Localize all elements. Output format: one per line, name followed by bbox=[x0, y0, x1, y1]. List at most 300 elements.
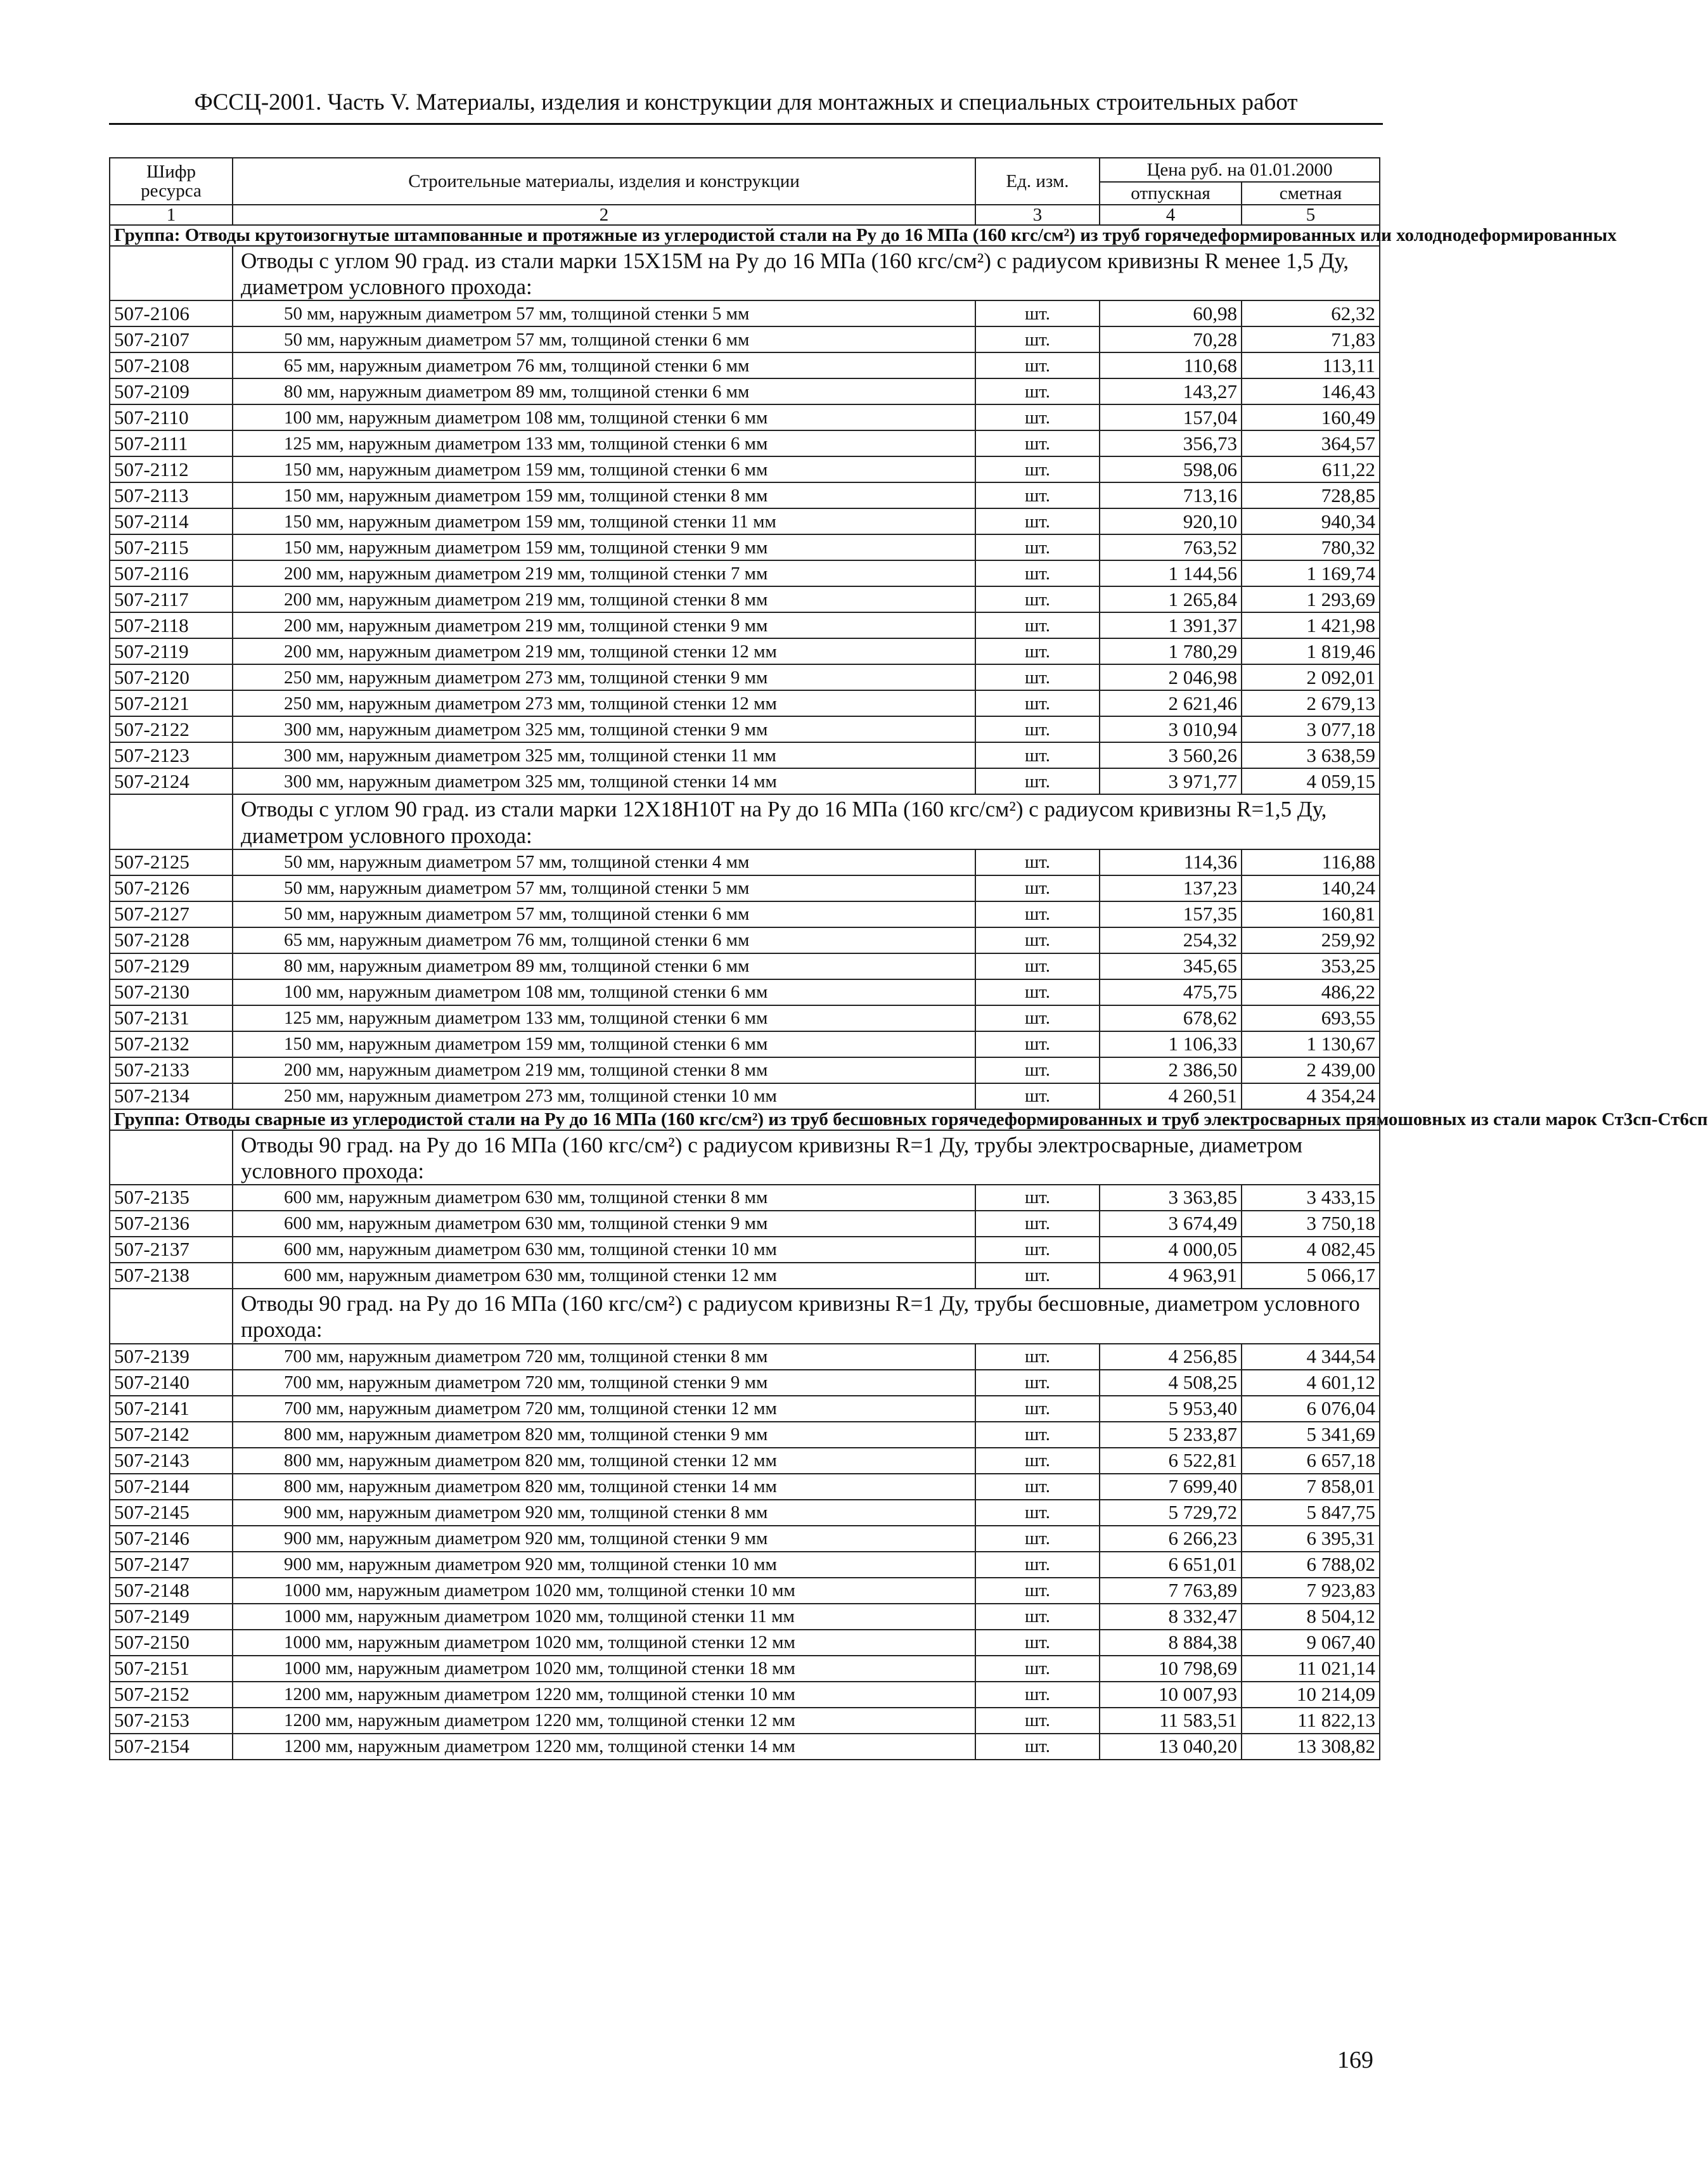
unit-cell: шт. bbox=[975, 1396, 1100, 1422]
resource-code: 507-2136 bbox=[110, 1211, 233, 1237]
table-row bbox=[110, 1185, 1380, 1211]
resource-code: 507-2137 bbox=[110, 1237, 233, 1263]
estimate-price: 5 341,69 bbox=[1242, 1422, 1380, 1448]
resource-code: 507-2125 bbox=[110, 849, 233, 875]
subgroup-row bbox=[110, 246, 1380, 301]
estimate-price: 611,22 bbox=[1242, 456, 1380, 482]
table-row bbox=[110, 1526, 1380, 1552]
item-description: 150 мм, наружным диаметром 159 мм, толщиной стенки 6 мм bbox=[233, 456, 975, 482]
wholesale-price: 4 963,91 bbox=[1100, 1263, 1242, 1289]
wholesale-price: 1 780,29 bbox=[1100, 638, 1242, 664]
unit-cell: шт. bbox=[975, 875, 1100, 901]
subgroup-code-cell bbox=[110, 1130, 233, 1185]
wholesale-price: 13 040,20 bbox=[1100, 1734, 1242, 1760]
subgroup-title: Отводы с углом 90 град. из стали марки 15Х15М на Ру до 16 МПа (160 кгс/см²) с радиусом кривизны R менее 1,5 Ду, диаметром условного прохода: bbox=[233, 246, 1380, 301]
resource-code: 507-2111 bbox=[110, 430, 233, 456]
page-header: ФССЦ-2001. Часть V. Материалы, изделия и конструкции для монтажных и специальных строительных работ bbox=[194, 89, 1298, 115]
wholesale-price: 8 884,38 bbox=[1100, 1630, 1242, 1656]
table-row bbox=[110, 1396, 1380, 1422]
resource-code: 507-2135 bbox=[110, 1185, 233, 1211]
table-row bbox=[110, 875, 1380, 901]
column-number: 1 bbox=[110, 205, 233, 225]
header-row bbox=[110, 158, 1380, 182]
table-row bbox=[110, 586, 1380, 612]
table-row bbox=[110, 849, 1380, 875]
estimate-price: 6 395,31 bbox=[1242, 1526, 1380, 1552]
table-row bbox=[110, 638, 1380, 664]
estimate-price: 2 679,13 bbox=[1242, 690, 1380, 716]
table-row bbox=[110, 1057, 1380, 1083]
estimate-price: 3 638,59 bbox=[1242, 742, 1380, 768]
subgroup-code-cell bbox=[110, 1289, 233, 1344]
table-row bbox=[110, 1237, 1380, 1263]
resource-code: 507-2129 bbox=[110, 953, 233, 979]
estimate-price: 1 169,74 bbox=[1242, 560, 1380, 586]
table-row bbox=[110, 1448, 1380, 1474]
estimate-price: 940,34 bbox=[1242, 508, 1380, 534]
wholesale-price: 678,62 bbox=[1100, 1005, 1242, 1031]
item-description: 250 мм, наружным диаметром 273 мм, толщиной стенки 9 мм bbox=[233, 664, 975, 690]
wholesale-price: 6 651,01 bbox=[1100, 1552, 1242, 1578]
resource-code: 507-2116 bbox=[110, 560, 233, 586]
resource-code: 507-2123 bbox=[110, 742, 233, 768]
resource-code: 507-2134 bbox=[110, 1083, 233, 1109]
estimate-price: 9 067,40 bbox=[1242, 1630, 1380, 1656]
unit-cell: шт. bbox=[975, 690, 1100, 716]
unit-cell: шт. bbox=[975, 849, 1100, 875]
item-description: 50 мм, наружным диаметром 57 мм, толщиной стенки 6 мм bbox=[233, 326, 975, 352]
estimate-price: 353,25 bbox=[1242, 953, 1380, 979]
table-row bbox=[110, 1682, 1380, 1708]
resource-code: 507-2154 bbox=[110, 1734, 233, 1760]
item-description: 800 мм, наружным диаметром 820 мм, толщиной стенки 14 мм bbox=[233, 1474, 975, 1500]
unit-cell: шт. bbox=[975, 1237, 1100, 1263]
wholesale-price: 598,06 bbox=[1100, 456, 1242, 482]
item-description: 200 мм, наружным диаметром 219 мм, толщиной стенки 12 мм bbox=[233, 638, 975, 664]
wholesale-price: 10 007,93 bbox=[1100, 1682, 1242, 1708]
group-row bbox=[110, 225, 1380, 245]
wholesale-price: 70,28 bbox=[1100, 326, 1242, 352]
table-row bbox=[110, 1734, 1380, 1760]
subgroup-title: Отводы 90 град. на Ру до 16 МПа (160 кгс/см²) с радиусом кривизны R=1 Ду, трубы электросварные, диаметром условного прохода: bbox=[233, 1130, 1380, 1185]
estimate-price: 6 657,18 bbox=[1242, 1448, 1380, 1474]
table-row bbox=[110, 979, 1380, 1005]
unit-cell: шт. bbox=[975, 1526, 1100, 1552]
estimate-price: 780,32 bbox=[1242, 534, 1380, 560]
item-description: 600 мм, наружным диаметром 630 мм, толщиной стенки 9 мм bbox=[233, 1211, 975, 1237]
item-description: 900 мм, наружным диаметром 920 мм, толщиной стенки 10 мм bbox=[233, 1552, 975, 1578]
table-row bbox=[110, 1708, 1380, 1734]
resource-code: 507-2106 bbox=[110, 300, 233, 326]
item-description: 100 мм, наружным диаметром 108 мм, толщиной стенки 6 мм bbox=[233, 979, 975, 1005]
col-price-header: Цена руб. на 01.01.2000 bbox=[1100, 158, 1380, 182]
subgroup-row bbox=[110, 1289, 1380, 1344]
resource-code: 507-2108 bbox=[110, 352, 233, 378]
unit-cell: шт. bbox=[975, 716, 1100, 742]
col-name-header: Строительные материалы, изделия и конструкции bbox=[233, 158, 975, 205]
resource-code: 507-2151 bbox=[110, 1656, 233, 1682]
wholesale-price: 345,65 bbox=[1100, 953, 1242, 979]
subgroup-title: Отводы с углом 90 град. из стали марки 12Х18Н10Т на Ру до 16 МПа (160 кгс/см²) с радиусом кривизны R=1,5 Ду, диаметром условного прохода: bbox=[233, 794, 1380, 849]
column-number: 2 bbox=[233, 205, 975, 225]
item-description: 50 мм, наружным диаметром 57 мм, толщиной стенки 5 мм bbox=[233, 300, 975, 326]
item-description: 65 мм, наружным диаметром 76 мм, толщиной стенки 6 мм bbox=[233, 927, 975, 953]
item-description: 50 мм, наружным диаметром 57 мм, толщиной стенки 4 мм bbox=[233, 849, 975, 875]
estimate-price: 259,92 bbox=[1242, 927, 1380, 953]
table-row bbox=[110, 1211, 1380, 1237]
wholesale-price: 763,52 bbox=[1100, 534, 1242, 560]
resource-code: 507-2148 bbox=[110, 1578, 233, 1604]
item-description: 250 мм, наружным диаметром 273 мм, толщиной стенки 12 мм bbox=[233, 690, 975, 716]
unit-cell: шт. bbox=[975, 1578, 1100, 1604]
resource-code: 507-2152 bbox=[110, 1682, 233, 1708]
item-description: 200 мм, наружным диаметром 219 мм, толщиной стенки 9 мм bbox=[233, 612, 975, 638]
estimate-price: 728,85 bbox=[1242, 482, 1380, 508]
item-description: 200 мм, наружным диаметром 219 мм, толщиной стенки 8 мм bbox=[233, 1057, 975, 1083]
estimate-price: 10 214,09 bbox=[1242, 1682, 1380, 1708]
table-row bbox=[110, 534, 1380, 560]
col-unit-header: Ед. изм. bbox=[975, 158, 1100, 205]
resource-code: 507-2124 bbox=[110, 768, 233, 794]
unit-cell: шт. bbox=[975, 901, 1100, 927]
table-row bbox=[110, 1263, 1380, 1289]
wholesale-price: 3 363,85 bbox=[1100, 1185, 1242, 1211]
item-description: 800 мм, наружным диаметром 820 мм, толщиной стенки 9 мм bbox=[233, 1422, 975, 1448]
table-row bbox=[110, 430, 1380, 456]
unit-cell: шт. bbox=[975, 979, 1100, 1005]
estimate-price: 116,88 bbox=[1242, 849, 1380, 875]
estimate-price: 4 354,24 bbox=[1242, 1083, 1380, 1109]
table-row bbox=[110, 1474, 1380, 1500]
unit-cell: шт. bbox=[975, 534, 1100, 560]
item-description: 1200 мм, наружным диаметром 1220 мм, толщиной стенки 14 мм bbox=[233, 1734, 975, 1760]
table-row bbox=[110, 508, 1380, 534]
table-row bbox=[110, 742, 1380, 768]
table-row bbox=[110, 378, 1380, 404]
resource-code: 507-2145 bbox=[110, 1500, 233, 1526]
table-row bbox=[110, 482, 1380, 508]
unit-cell: шт. bbox=[975, 1630, 1100, 1656]
wholesale-price: 4 256,85 bbox=[1100, 1344, 1242, 1370]
header-rule bbox=[109, 123, 1383, 125]
unit-cell: шт. bbox=[975, 1057, 1100, 1083]
unit-cell: шт. bbox=[975, 1005, 1100, 1031]
table-row bbox=[110, 1005, 1380, 1031]
item-description: 1200 мм, наружным диаметром 1220 мм, толщиной стенки 10 мм bbox=[233, 1682, 975, 1708]
estimate-price: 693,55 bbox=[1242, 1005, 1380, 1031]
unit-cell: шт. bbox=[975, 1422, 1100, 1448]
item-description: 50 мм, наружным диаметром 57 мм, толщиной стенки 5 мм bbox=[233, 875, 975, 901]
item-description: 150 мм, наружным диаметром 159 мм, толщиной стенки 9 мм bbox=[233, 534, 975, 560]
unit-cell: шт. bbox=[975, 1474, 1100, 1500]
unit-cell: шт. bbox=[975, 508, 1100, 534]
estimate-price: 11 021,14 bbox=[1242, 1656, 1380, 1682]
unit-cell: шт. bbox=[975, 1344, 1100, 1370]
price-table bbox=[109, 157, 1708, 1760]
estimate-price: 2 439,00 bbox=[1242, 1057, 1380, 1083]
subgroup-title: Отводы 90 град. на Ру до 16 МПа (160 кгс/см²) с радиусом кривизны R=1 Ду, трубы бесшовные, диаметром условного прохода: bbox=[233, 1289, 1380, 1344]
subgroup-code-cell bbox=[110, 794, 233, 849]
unit-cell: шт. bbox=[975, 1682, 1100, 1708]
wholesale-price: 5 729,72 bbox=[1100, 1500, 1242, 1526]
wholesale-price: 5 233,87 bbox=[1100, 1422, 1242, 1448]
wholesale-price: 3 010,94 bbox=[1100, 716, 1242, 742]
table-row bbox=[110, 1083, 1380, 1109]
resource-code: 507-2133 bbox=[110, 1057, 233, 1083]
wholesale-price: 2 386,50 bbox=[1100, 1057, 1242, 1083]
estimate-price: 5 847,75 bbox=[1242, 1500, 1380, 1526]
resource-code: 507-2149 bbox=[110, 1604, 233, 1630]
estimate-price: 1 819,46 bbox=[1242, 638, 1380, 664]
resource-code: 507-2110 bbox=[110, 404, 233, 430]
item-description: 300 мм, наружным диаметром 325 мм, толщиной стенки 11 мм bbox=[233, 742, 975, 768]
table-row bbox=[110, 1031, 1380, 1057]
item-description: 150 мм, наружным диаметром 159 мм, толщиной стенки 6 мм bbox=[233, 1031, 975, 1057]
unit-cell: шт. bbox=[975, 742, 1100, 768]
unit-cell: шт. bbox=[975, 1500, 1100, 1526]
resource-code: 507-2115 bbox=[110, 534, 233, 560]
table-row bbox=[110, 1578, 1380, 1604]
wholesale-price: 157,04 bbox=[1100, 404, 1242, 430]
estimate-price: 11 822,13 bbox=[1242, 1708, 1380, 1734]
item-description: 80 мм, наружным диаметром 89 мм, толщиной стенки 6 мм bbox=[233, 953, 975, 979]
item-description: 700 мм, наружным диаметром 720 мм, толщиной стенки 9 мм bbox=[233, 1370, 975, 1396]
column-number: 4 bbox=[1100, 205, 1242, 225]
item-description: 700 мм, наружным диаметром 720 мм, толщиной стенки 12 мм bbox=[233, 1396, 975, 1422]
unit-cell: шт. bbox=[975, 612, 1100, 638]
resource-code: 507-2147 bbox=[110, 1552, 233, 1578]
col-wholesale-header: отпускная bbox=[1100, 182, 1242, 205]
estimate-price: 4 082,45 bbox=[1242, 1237, 1380, 1263]
table-row bbox=[110, 1656, 1380, 1682]
resource-code: 507-2109 bbox=[110, 378, 233, 404]
estimate-price: 4 059,15 bbox=[1242, 768, 1380, 794]
resource-code: 507-2114 bbox=[110, 508, 233, 534]
resource-code: 507-2118 bbox=[110, 612, 233, 638]
estimate-price: 5 066,17 bbox=[1242, 1263, 1380, 1289]
resource-code: 507-2153 bbox=[110, 1708, 233, 1734]
resource-code: 507-2127 bbox=[110, 901, 233, 927]
wholesale-price: 475,75 bbox=[1100, 979, 1242, 1005]
wholesale-price: 4 000,05 bbox=[1100, 1237, 1242, 1263]
table-row bbox=[110, 1422, 1380, 1448]
unit-cell: шт. bbox=[975, 1708, 1100, 1734]
estimate-price: 8 504,12 bbox=[1242, 1604, 1380, 1630]
unit-cell: шт. bbox=[975, 560, 1100, 586]
group-title: Группа: Отводы крутоизогнутые штампованные и протяжные из углеродистой стали на Ру до 16 МПа (160 кгс/см²) из труб горячедеформированных или холоднодеформированных bbox=[110, 225, 1380, 245]
wholesale-price: 4 508,25 bbox=[1100, 1370, 1242, 1396]
table-row bbox=[110, 1604, 1380, 1630]
resource-code: 507-2121 bbox=[110, 690, 233, 716]
table-row bbox=[110, 927, 1380, 953]
table-row bbox=[110, 1344, 1380, 1370]
resource-code: 507-2146 bbox=[110, 1526, 233, 1552]
estimate-price: 160,81 bbox=[1242, 901, 1380, 927]
resource-code: 507-2139 bbox=[110, 1344, 233, 1370]
table-row bbox=[110, 404, 1380, 430]
unit-cell: шт. bbox=[975, 1211, 1100, 1237]
estimate-price: 113,11 bbox=[1242, 352, 1380, 378]
estimate-price: 7 923,83 bbox=[1242, 1578, 1380, 1604]
resource-code: 507-2131 bbox=[110, 1005, 233, 1031]
estimate-price: 1 293,69 bbox=[1242, 586, 1380, 612]
estimate-price: 6 076,04 bbox=[1242, 1396, 1380, 1422]
table-row bbox=[110, 690, 1380, 716]
resource-code: 507-2119 bbox=[110, 638, 233, 664]
unit-cell: шт. bbox=[975, 404, 1100, 430]
item-description: 125 мм, наружным диаметром 133 мм, толщиной стенки 6 мм bbox=[233, 430, 975, 456]
item-description: 300 мм, наружным диаметром 325 мм, толщиной стенки 9 мм bbox=[233, 716, 975, 742]
unit-cell: шт. bbox=[975, 1083, 1100, 1109]
wholesale-price: 5 953,40 bbox=[1100, 1396, 1242, 1422]
subgroup-row bbox=[110, 794, 1380, 849]
item-description: 200 мм, наружным диаметром 219 мм, толщиной стенки 8 мм bbox=[233, 586, 975, 612]
resource-code: 507-2144 bbox=[110, 1474, 233, 1500]
resource-code: 507-2130 bbox=[110, 979, 233, 1005]
wholesale-price: 6 266,23 bbox=[1100, 1526, 1242, 1552]
wholesale-price: 2 046,98 bbox=[1100, 664, 1242, 690]
estimate-price: 71,83 bbox=[1242, 326, 1380, 352]
resource-code: 507-2112 bbox=[110, 456, 233, 482]
resource-code: 507-2128 bbox=[110, 927, 233, 953]
wholesale-price: 10 798,69 bbox=[1100, 1656, 1242, 1682]
resource-code: 507-2107 bbox=[110, 326, 233, 352]
resource-code: 507-2122 bbox=[110, 716, 233, 742]
resource-code: 507-2138 bbox=[110, 1263, 233, 1289]
estimate-price: 62,32 bbox=[1242, 300, 1380, 326]
estimate-price: 3 077,18 bbox=[1242, 716, 1380, 742]
wholesale-price: 3 674,49 bbox=[1100, 1211, 1242, 1237]
table-row bbox=[110, 768, 1380, 794]
page-number: 169 bbox=[1337, 2047, 1373, 2073]
table-row bbox=[110, 716, 1380, 742]
unit-cell: шт. bbox=[975, 953, 1100, 979]
item-description: 900 мм, наружным диаметром 920 мм, толщиной стенки 9 мм bbox=[233, 1526, 975, 1552]
resource-code: 507-2140 bbox=[110, 1370, 233, 1396]
item-description: 1000 мм, наружным диаметром 1020 мм, толщиной стенки 11 мм bbox=[233, 1604, 975, 1630]
estimate-price: 3 433,15 bbox=[1242, 1185, 1380, 1211]
item-description: 100 мм, наружным диаметром 108 мм, толщиной стенки 6 мм bbox=[233, 404, 975, 430]
resource-code: 507-2113 bbox=[110, 482, 233, 508]
item-description: 300 мм, наружным диаметром 325 мм, толщиной стенки 14 мм bbox=[233, 768, 975, 794]
wholesale-price: 4 260,51 bbox=[1100, 1083, 1242, 1109]
wholesale-price: 3 971,77 bbox=[1100, 768, 1242, 794]
wholesale-price: 143,27 bbox=[1100, 378, 1242, 404]
table-row bbox=[110, 326, 1380, 352]
item-description: 1000 мм, наружным диаметром 1020 мм, толщиной стенки 18 мм bbox=[233, 1656, 975, 1682]
estimate-price: 1 421,98 bbox=[1242, 612, 1380, 638]
table-row bbox=[110, 612, 1380, 638]
wholesale-price: 110,68 bbox=[1100, 352, 1242, 378]
table-row bbox=[110, 1552, 1380, 1578]
unit-cell: шт. bbox=[975, 300, 1100, 326]
unit-cell: шт. bbox=[975, 927, 1100, 953]
wholesale-price: 1 106,33 bbox=[1100, 1031, 1242, 1057]
table-row bbox=[110, 1630, 1380, 1656]
unit-cell: шт. bbox=[975, 1263, 1100, 1289]
table-row bbox=[110, 456, 1380, 482]
table-row bbox=[110, 1370, 1380, 1396]
estimate-price: 1 130,67 bbox=[1242, 1031, 1380, 1057]
resource-code: 507-2120 bbox=[110, 664, 233, 690]
wholesale-price: 7 763,89 bbox=[1100, 1578, 1242, 1604]
wholesale-price: 2 621,46 bbox=[1100, 690, 1242, 716]
resource-code: 507-2126 bbox=[110, 875, 233, 901]
wholesale-price: 1 265,84 bbox=[1100, 586, 1242, 612]
price-table-body bbox=[110, 158, 1708, 1760]
table-row bbox=[110, 664, 1380, 690]
wholesale-price: 3 560,26 bbox=[1100, 742, 1242, 768]
unit-cell: шт. bbox=[975, 1552, 1100, 1578]
wholesale-price: 713,16 bbox=[1100, 482, 1242, 508]
estimate-price: 2 092,01 bbox=[1242, 664, 1380, 690]
estimate-price: 140,24 bbox=[1242, 875, 1380, 901]
subgroup-code-cell bbox=[110, 246, 233, 301]
item-description: 900 мм, наружным диаметром 920 мм, толщиной стенки 8 мм bbox=[233, 1500, 975, 1526]
item-description: 125 мм, наружным диаметром 133 мм, толщиной стенки 6 мм bbox=[233, 1005, 975, 1031]
col-code-header: Шифр ресурса bbox=[110, 158, 233, 205]
wholesale-price: 11 583,51 bbox=[1100, 1708, 1242, 1734]
item-description: 250 мм, наружным диаметром 273 мм, толщиной стенки 10 мм bbox=[233, 1083, 975, 1109]
unit-cell: шт. bbox=[975, 768, 1100, 794]
estimate-price: 4 344,54 bbox=[1242, 1344, 1380, 1370]
wholesale-price: 114,36 bbox=[1100, 849, 1242, 875]
col-estimate-header: сметная bbox=[1242, 182, 1380, 205]
estimate-price: 7 858,01 bbox=[1242, 1474, 1380, 1500]
wholesale-price: 356,73 bbox=[1100, 430, 1242, 456]
resource-code: 507-2141 bbox=[110, 1396, 233, 1422]
item-description: 50 мм, наружным диаметром 57 мм, толщиной стенки 6 мм bbox=[233, 901, 975, 927]
item-description: 1000 мм, наружным диаметром 1020 мм, толщиной стенки 10 мм bbox=[233, 1578, 975, 1604]
item-description: 200 мм, наружным диаметром 219 мм, толщиной стенки 7 мм bbox=[233, 560, 975, 586]
wholesale-price: 137,23 bbox=[1100, 875, 1242, 901]
resource-code: 507-2142 bbox=[110, 1422, 233, 1448]
item-description: 150 мм, наружным диаметром 159 мм, толщиной стенки 11 мм bbox=[233, 508, 975, 534]
item-description: 800 мм, наружным диаметром 820 мм, толщиной стенки 12 мм bbox=[233, 1448, 975, 1474]
item-description: 65 мм, наружным диаметром 76 мм, толщиной стенки 6 мм bbox=[233, 352, 975, 378]
unit-cell: шт. bbox=[975, 638, 1100, 664]
item-description: 80 мм, наружным диаметром 89 мм, толщиной стенки 6 мм bbox=[233, 378, 975, 404]
item-description: 1200 мм, наружным диаметром 1220 мм, толщиной стенки 12 мм bbox=[233, 1708, 975, 1734]
unit-cell: шт. bbox=[975, 1031, 1100, 1057]
unit-cell: шт. bbox=[975, 482, 1100, 508]
estimate-price: 13 308,82 bbox=[1242, 1734, 1380, 1760]
wholesale-price: 6 522,81 bbox=[1100, 1448, 1242, 1474]
item-description: 600 мм, наружным диаметром 630 мм, толщиной стенки 10 мм bbox=[233, 1237, 975, 1263]
group-title: Группа: Отводы сварные из углеродистой стали на Ру до 16 МПа (160 кгс/см²) из труб бесшовных горячедеформированных и труб электросварных прямошовных из стали марок Ст3сп-Ст6сп bbox=[110, 1109, 1380, 1130]
table-row bbox=[110, 352, 1380, 378]
unit-cell: шт. bbox=[975, 430, 1100, 456]
unit-cell: шт. bbox=[975, 1604, 1100, 1630]
unit-cell: шт. bbox=[975, 1734, 1100, 1760]
table-row bbox=[110, 901, 1380, 927]
group-row bbox=[110, 1109, 1380, 1130]
estimate-price: 4 601,12 bbox=[1242, 1370, 1380, 1396]
wholesale-price: 60,98 bbox=[1100, 300, 1242, 326]
unit-cell: шт. bbox=[975, 586, 1100, 612]
estimate-price: 160,49 bbox=[1242, 404, 1380, 430]
unit-cell: шт. bbox=[975, 1448, 1100, 1474]
item-description: 1000 мм, наружным диаметром 1020 мм, толщиной стенки 12 мм bbox=[233, 1630, 975, 1656]
unit-cell: шт. bbox=[975, 1370, 1100, 1396]
estimate-price: 486,22 bbox=[1242, 979, 1380, 1005]
estimate-price: 146,43 bbox=[1242, 378, 1380, 404]
unit-cell: шт. bbox=[975, 378, 1100, 404]
unit-cell: шт. bbox=[975, 1185, 1100, 1211]
unit-cell: шт. bbox=[975, 326, 1100, 352]
wholesale-price: 254,32 bbox=[1100, 927, 1242, 953]
column-number: 5 bbox=[1242, 205, 1380, 225]
